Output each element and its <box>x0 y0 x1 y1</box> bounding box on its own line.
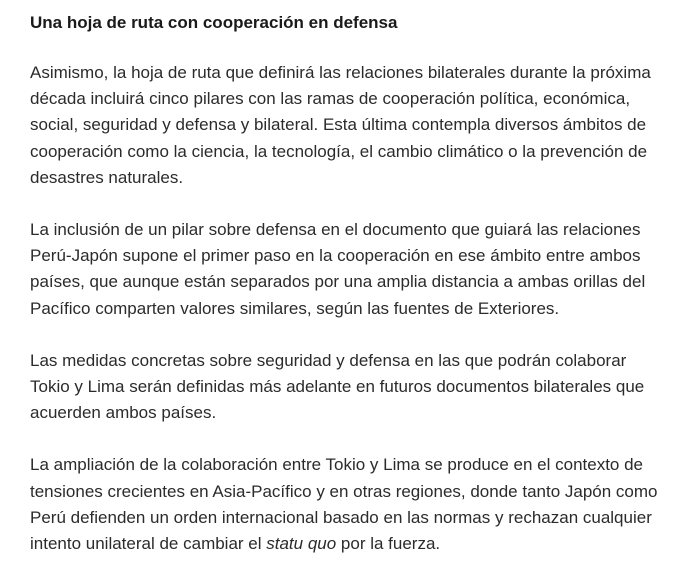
paragraph-text-end: por la fuerza. <box>336 534 441 554</box>
paragraph-concrete-measures: Las medidas concretas sobre seguridad y defensa en las que podrán colaborar Tokio y Lima serán definidas más adelante en futuros documentos bilaterales que acuerden ambos países. <box>30 350 645 423</box>
emphasized-term: statu quo <box>266 534 337 554</box>
paragraph-regional-context <box>30 452 670 557</box>
section-heading: Una hoja de ruta con cooperación en defensa <box>30 13 398 32</box>
paragraph-roadmap-pillars: Asimismo, la hoja de ruta que definirá las relaciones bilaterales durante la próxima década incluirá cinco pilares con las ramas de cooperación política, económica, social, seguridad y defensa y bilateral. Esta última contempla diversos ámbitos de cooperación como la ciencia, la tecnología, el cambio climático o la prevención de desastres naturales. <box>30 63 651 187</box>
paragraph-defense-pillar: La inclusión de un pilar sobre defensa en el documento que guiará las relaciones Perú-Japón supone el primer paso en la cooperación en ese ámbito entre ambos países, que aunque están separados por una amplia distancia a ambas orillas del Pacífico comparten valores similares, según las fuentes de Exteriores. <box>30 220 646 318</box>
paragraph-text-start: La ampliación de la colaboración entre Tokio y Lima se produce en el contexto de tensiones crecientes en Asia-Pacífico y en otras regiones, donde tanto Japón como Perú defienden un orden internacional basado en las normas y rechazan cualquier intento unilateral de cambiar el <box>30 455 658 554</box>
